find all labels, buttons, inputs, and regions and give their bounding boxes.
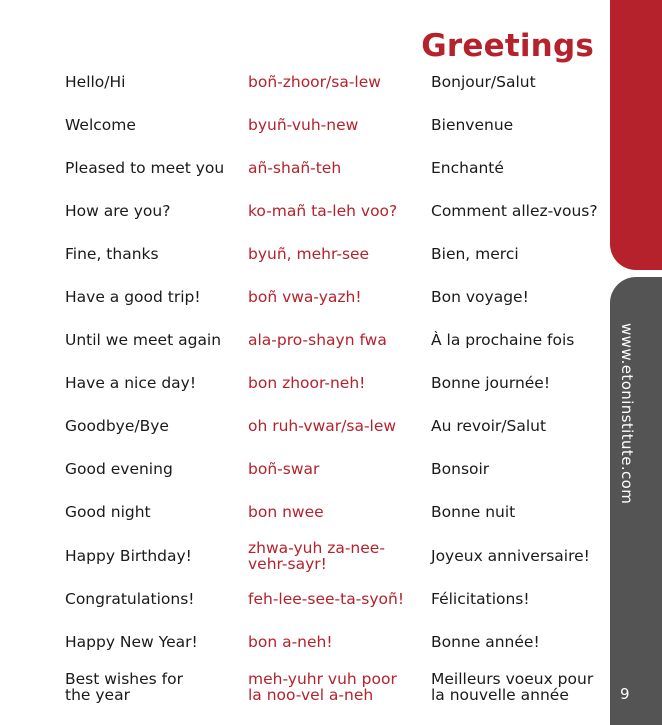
english-phrase: Pleased to meet you (65, 159, 225, 177)
pronunciation: bon nwee (248, 503, 324, 521)
french-phrase: Bien, merci (431, 245, 519, 263)
pronunciation: bon a-neh! (248, 633, 333, 651)
phrase-row (0, 332, 610, 366)
english-phrase: Fine, thanks (65, 245, 159, 263)
pronunciation: byuñ, mehr-see (248, 245, 370, 263)
phrase-row (0, 461, 610, 495)
french-phrase: Enchanté (431, 159, 504, 177)
french-phrase: Bienvenue (431, 116, 514, 134)
french-phrase: Au revoir/Salut (431, 417, 547, 435)
page-number: 9 (620, 685, 630, 703)
english-phrase: Happy New Year! (65, 633, 198, 651)
pronunciation: añ-shañ-teh (248, 159, 342, 177)
phrase-row (0, 160, 610, 194)
pronunciation: ala-pro-shayn fwa (248, 331, 387, 349)
english-phrase: Good evening (65, 460, 173, 478)
pronunciation: byuñ-vuh-new (248, 116, 359, 134)
phrase-row (0, 591, 610, 625)
phrase-row (0, 375, 610, 409)
french-phrase: Bonne année! (431, 633, 540, 651)
pronunciation: feh-lee-see-ta-syoñ! (248, 590, 405, 608)
english-phrase: Hello/Hi (65, 73, 126, 91)
pronunciation: boñ-zhoor/sa-lew (248, 73, 381, 91)
phrase-row (0, 418, 610, 452)
english-phrase: How are you? (65, 202, 171, 220)
phrase-row (0, 671, 610, 705)
english-phrase: Have a good trip! (65, 288, 201, 306)
phrase-row (0, 289, 610, 323)
french-phrase: Comment allez-vous? (431, 202, 598, 220)
french-phrase: Bonjour/Salut (431, 73, 536, 91)
english-phrase: Goodbye/Bye (65, 417, 169, 435)
pronunciation: boñ vwa-yazh! (248, 288, 362, 306)
english-phrase: Happy Birthday! (65, 547, 192, 565)
french-phrase: Bon voyage! (431, 288, 529, 306)
phrase-row (0, 504, 610, 538)
english-phrase: Best wishes for the year (65, 670, 183, 704)
french-phrase: À la prochaine fois (431, 331, 575, 349)
french-phrase: Joyeux anniversaire! (431, 547, 590, 565)
website-url: www.etoninstitute.com (618, 323, 636, 505)
french-phrase: Bonne journée! (431, 374, 551, 392)
page-title: Greetings (421, 28, 594, 64)
pronunciation: oh ruh-vwar/sa-lew (248, 417, 397, 435)
pronunciation: bon zhoor-neh! (248, 374, 366, 392)
phrase-row (0, 540, 610, 574)
phrase-row (0, 203, 610, 237)
pronunciation: zhwa-yuh za-nee- vehr-sayr! (248, 539, 385, 573)
english-phrase: Have a nice day! (65, 374, 197, 392)
phrase-row (0, 74, 610, 108)
phrase-row (0, 634, 610, 668)
pronunciation: meh-yuhr vuh poor la noo-vel a-neh (248, 670, 397, 704)
english-phrase: Until we meet again (65, 331, 222, 349)
french-phrase: Meilleurs voeux pour la nouvelle année (431, 670, 594, 704)
english-phrase: Good night (65, 503, 151, 521)
english-phrase: Welcome (65, 116, 136, 134)
english-phrase: Congratulations! (65, 590, 195, 608)
french-phrase: Félicitations! (431, 590, 530, 608)
pronunciation: ko-mañ ta-leh voo? (248, 202, 398, 220)
phrase-row (0, 117, 610, 151)
pronunciation: boñ-swar (248, 460, 320, 478)
french-phrase: Bonne nuit (431, 503, 516, 521)
phrase-row (0, 246, 610, 280)
sidebar-red-tab (610, 0, 662, 270)
french-phrase: Bonsoir (431, 460, 490, 478)
